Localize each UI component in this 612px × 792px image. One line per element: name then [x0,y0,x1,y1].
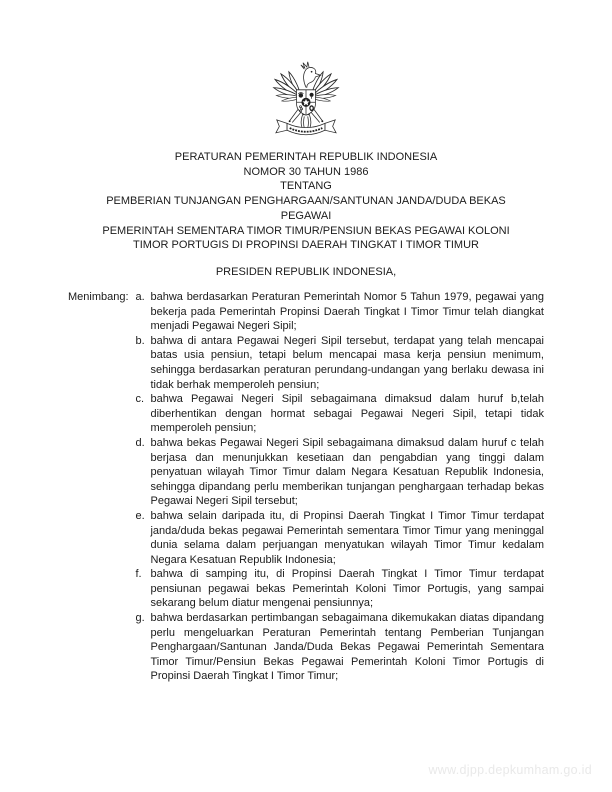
considering-section [68,290,544,684]
title-line: TIMOR PORTUGIS DI PROPINSI DAERAH TINGKAT I TIMOR TIMUR [133,239,479,252]
item-text: bahwa berdasarkan Peraturan Pemerintah Nomor 5 Tahun 1979, pegawai yang bekerja pada Pemerintah Propinsi Daerah Tingkat I Timor Timur telah diangkat menjadi Pegawai Negeri Sipil; [150,291,544,333]
title-line: NOMOR 30 TAHUN 1986 [243,165,369,178]
consideration-item-b [135,334,544,392]
title-line: PEGAWAI [280,209,332,222]
title-line: PEMERINTAH SEMENTARA TIMOR TIMUR/PENSIUN BEKAS PEGAWAI KOLONI [102,224,510,237]
item-text: bahwa Pegawai Negeri Sipil sebagaimana dimaksud dalam huruf b,telah diberhentikan dengan hormat sebagai Pegawai Negeri Sipil, tetapi tidak memperoleh pensiun; [150,393,544,435]
consideration-item-d [135,436,544,509]
consideration-item-a [135,290,544,334]
item-text: bahwa selain daripada itu, di Propinsi Daerah Tingkat I Timor Timur terdapat janda/duda bekas pegawai Pemerintah sementara Timor Timur yang meninggal dunia selama dalam perjuangan menyatukan wilayah Timor Timur kedalam Negara Kesatuan Republik Indonesia; [150,509,544,566]
item-letter: a. [135,291,145,303]
item-letter: d. [135,436,145,449]
watermark-url: www.djpp.depkumham.go.id [428,763,592,777]
consideration-item-f [135,567,544,611]
title-line: PERATURAN PEMERINTAH REPUBLIK INDONESIA [174,151,438,163]
item-text: bahwa di antara Pegawai Negeri Sipil tersebut, terdapat yang telah mencapai batas usia pensiun, tetapi belum mencapai masa kerja pensiun menimum, sehingga berdasarkan peraturan perundang-undangan yang berlaku dewasa ini tidak berhak memperoleh pensiun; [150,334,544,391]
title-line: PEMBERIAN TUNJANGAN PENGHARGAAN/SANTUNAN JANDA/DUDA BEKAS [106,195,506,208]
consideration-item-g [135,611,544,684]
item-text: bahwa bekas Pegawai Negeri Sipil sebagaimana dimaksud dalam huruf c telah berjasa dan menunjukkan kesetiaan dan pengabdian yang tinggi dalam penyatuan wilayah Timor Timur dalam Negara Kesatuan Republik Indonesia, sehingga dipandang perlu memberikan tunjangan penghargaan terhadap bekas Pegawai Negeri Sipil tersebut; [150,436,544,508]
item-letter: c. [135,393,145,406]
document-title [0,150,612,253]
title-line: TENTANG [280,180,332,193]
consideration-item-e [135,509,544,567]
item-letter: g. [135,612,145,625]
considering-items [135,290,544,684]
considering-colon: : [125,291,129,303]
item-text: bahwa di samping itu, di Propinsi Daerah Tingkat I Timor Timur terdapat pensiunan pegawai bekas Pemerintah Koloni Timor Portugis, yang sampai sekarang belum diatur mengenai pensiunnya; [150,568,544,610]
item-letter: b. [135,334,145,347]
item-letter: f. [135,568,142,581]
item-letter: e. [135,509,145,522]
item-text: bahwa berdasarkan pertimbangan sebagaimana dikemukakan diatas dipandang perlu mengeluarkan Peraturan Pemerintah tentang Pemberian Tunjangan Penghargaan/Santunan Janda/Duda Bekas Pegawai Pemerintah Sementara Timor Timur/Pensiun Bekas Pegawai Pemerintah Koloni Timor Portugis di Propinsi Daerah Tingkat I Timor Timur; [150,612,544,683]
considering-label: Menimbang [68,291,126,303]
garuda-pancasila-emblem [263,57,349,145]
consideration-item-c [135,392,544,436]
salutation-line: PRESIDEN REPUBLIK INDONESIA, [215,266,397,278]
